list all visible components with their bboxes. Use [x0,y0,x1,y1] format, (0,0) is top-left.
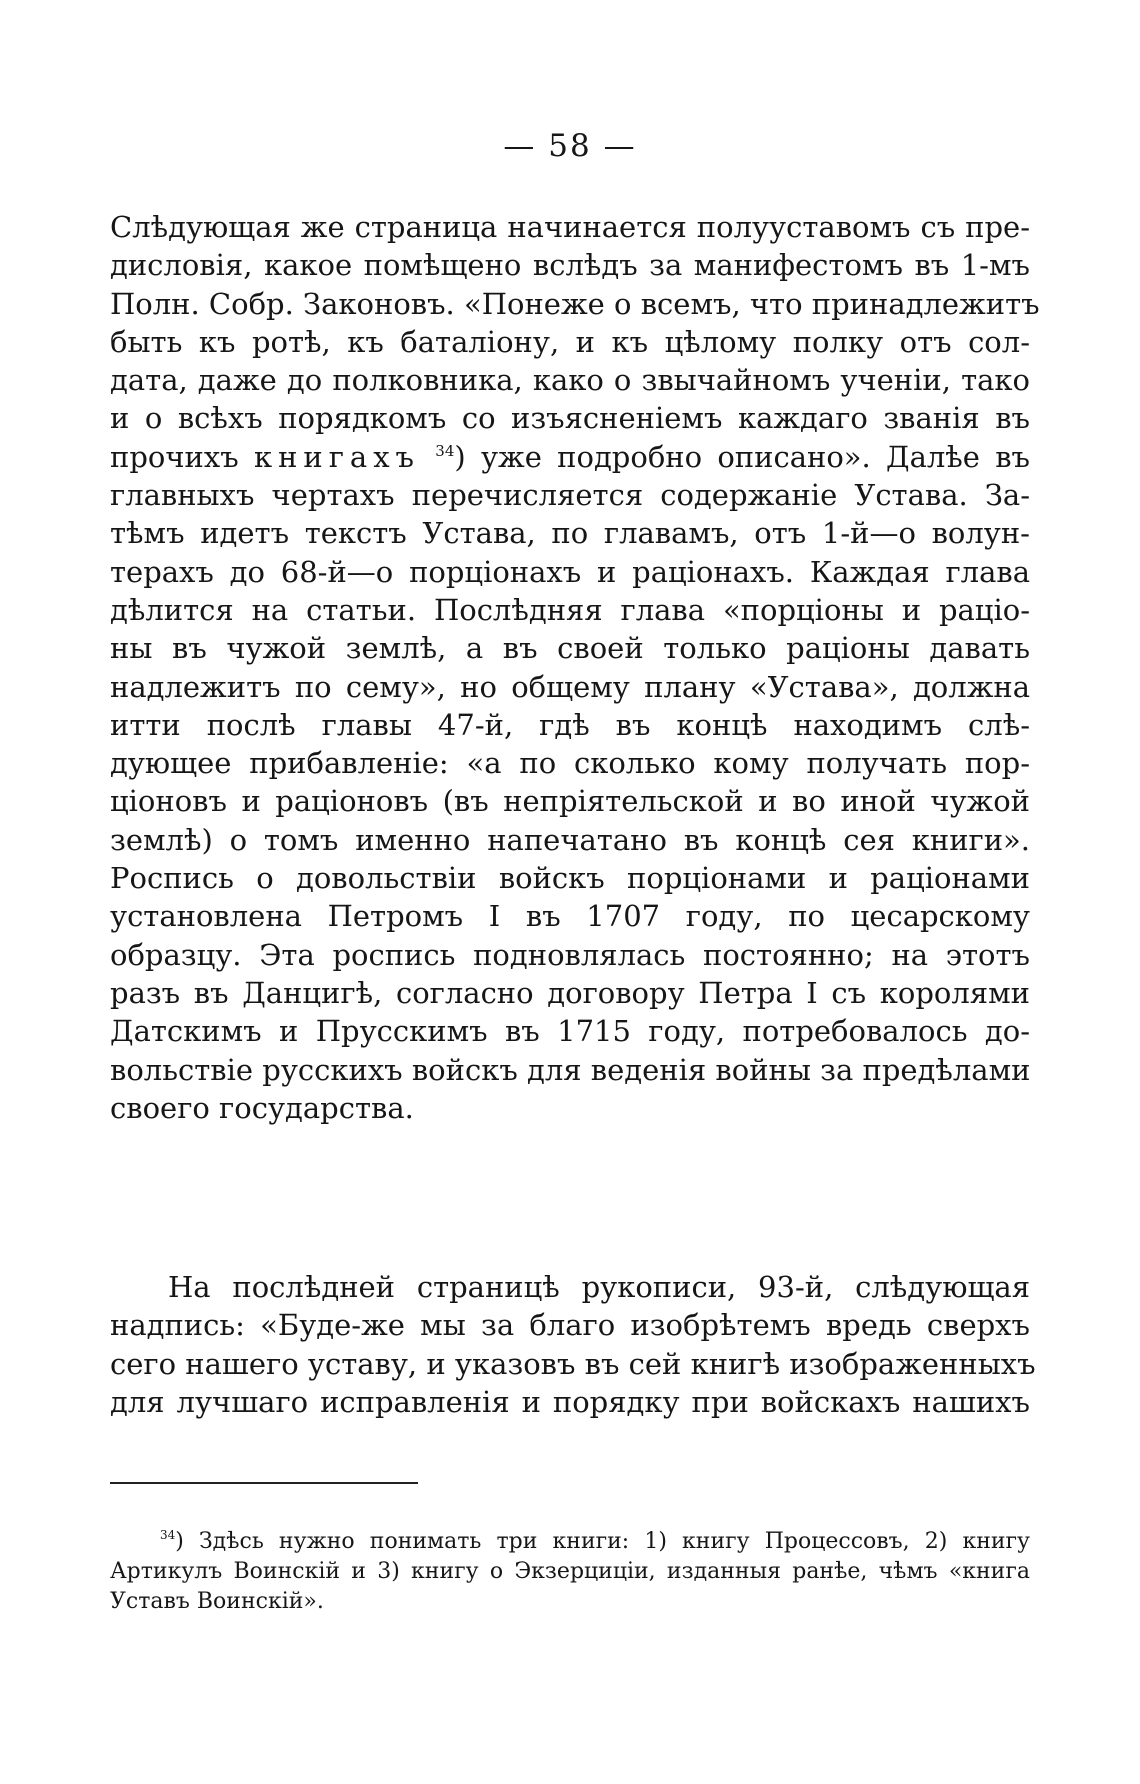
text-line: дисловія, какое помѣщено вслѣдъ за манифестомъ въ 1-мъ [110,248,1030,283]
text-line: сего нашего уставу, и указовъ въ сей книгѣ изображенныхъ [110,1346,1036,1381]
footnote-text: ) Здѣсь нужно понимать три книги: 1) книгу Процессовъ, 2) книгу [175,1529,1030,1554]
text-line: ны въ чужой землѣ, а въ своей только раціоны давать [110,631,1030,666]
text-line: терахъ до 68-й—о порціонахъ и раціонахъ. Каждая глава [110,554,1030,589]
text-line: Полн. Собр. Законовъ. «Понеже о всемъ, что принадлежитъ [110,286,1040,321]
footnote-mark: 34 [160,1528,176,1542]
text-line: разъ въ Данцигѣ, согласно договору Петра I съ королями [110,975,1030,1010]
text-line: установлена Петромъ I въ 1707 году, по цесарскому [110,899,1030,934]
text-line: ціоновъ и раціоновъ (въ непріятельской и во иной чужой [110,784,1030,819]
text-line: и о всѣхъ порядкомъ со изъясненіемъ каждаго званія въ [110,401,1030,436]
text-line: быть къ ротѣ, къ баталіону, и къ цѣлому полку отъ сол- [110,324,1030,359]
text-line: дата, даже до полковника, како о звычайномъ ученіи, тако [110,363,1030,398]
text-line: вольствіе русскихъ войскъ для веденія войны за предѣлами [110,1052,1031,1087]
text-line: главныхъ чертахъ перечисляется содержаніе Устава. За- [110,478,1030,513]
text-line: для лучшаго исправленія и порядку при войскахъ нашихъ [110,1384,1030,1419]
text-line: своего государства. [110,1090,414,1125]
footnote-reference[interactable]: 34 [435,441,455,460]
footnote-line: Артикулъ Воинскій и 3) книгу о Экзерциціи, изданныя ранѣе, чѣмъ «книга [110,1559,1030,1584]
text-line: образцу. Эта роспись подновлялась постоянно; на этотъ [110,937,1030,972]
text-line: надпись: «Буде-же мы за благо изобрѣтемъ вредь сверхъ [110,1308,1030,1343]
footnote-separator [110,1482,418,1484]
paragraph-2 [110,1268,1036,1421]
spaced-word: книгахъ [253,439,421,474]
page-number: — 58 — [503,128,637,164]
text-line: итти послѣ главы 47-й, гдѣ въ концѣ находимъ слѣ- [110,707,1030,742]
text-line: Датскимъ и Прусскимъ въ 1715 году, потребовалось до- [110,1014,1030,1049]
text-line: На послѣдней страницѣ рукописи, 93-й, слѣдующая [168,1270,1030,1304]
text-line: дующее прибавленіе: «а по сколько кому получать пор- [110,746,1030,781]
paragraph-1 [110,208,1040,1127]
footnote [110,1527,1030,1617]
text-line: Слѣдующая же страница начинается полууставомъ съ пре- [110,210,1030,244]
text-line-with-footnote-ref [110,438,1030,476]
text-segment: ) уже подробно описано». Далѣе въ [454,439,1030,474]
text-line: дѣлится на статьи. Послѣдняя глава «порціоны и раціо- [110,592,1030,627]
text-line: Роспись о довольствіи войскъ порціонами и раціонами [110,861,1030,896]
footnote-line [110,1527,1030,1557]
text-line: землѣ) о томъ именно напечатано въ концѣ сея книги». [110,822,1030,857]
text-line: надлежитъ по сему», но общему плану «Устава», должна [110,669,1030,704]
text-line: тѣмъ идетъ текстъ Устава, по главамъ, отъ 1-й—о волун- [110,516,1030,551]
text-segment: прочихъ [110,439,254,474]
footnote-line: Уставъ Воинскій». [110,1589,324,1614]
